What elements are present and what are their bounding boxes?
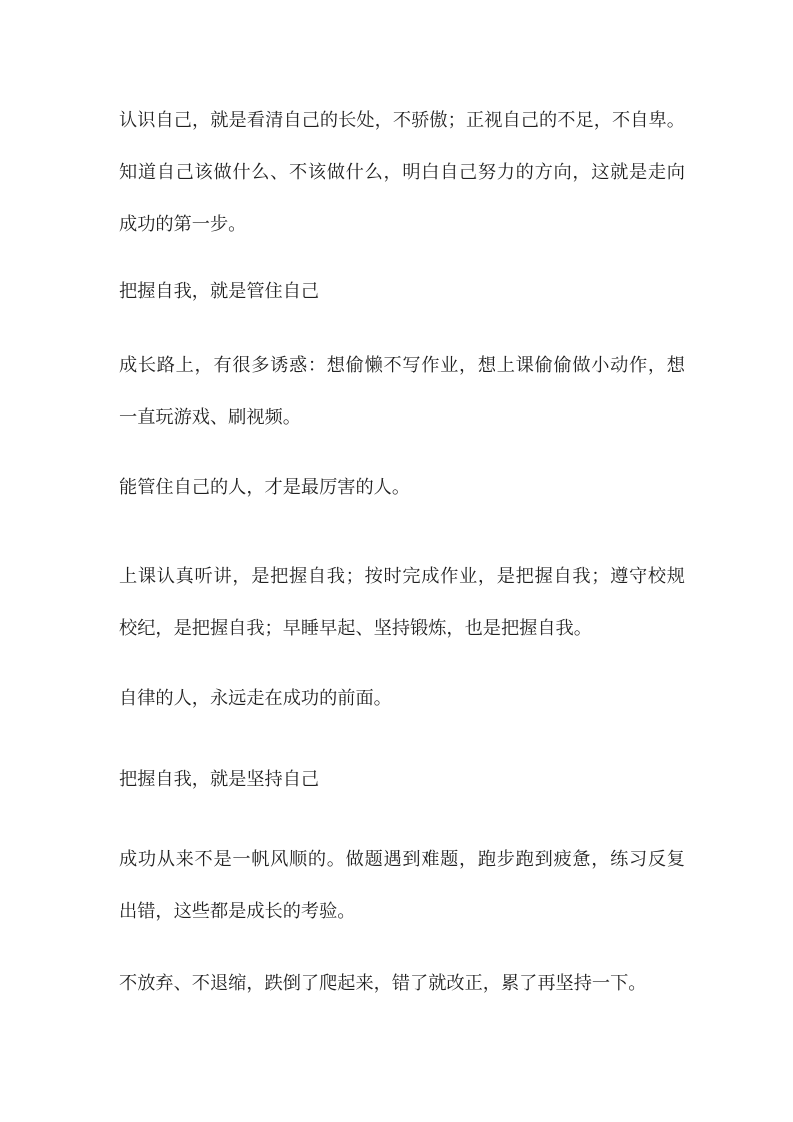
- text-line: 自律的人，永远走在成功的前面。: [119, 688, 392, 708]
- text-line: 成长路上，有很多诱惑：想偷懒不写作业，想上课偷偷做小动作，想: [119, 355, 685, 375]
- page-content: [119, 94, 685, 1009]
- text-line: 一直玩游戏、刷视频。: [119, 407, 301, 427]
- text-line: 不放弃、不退缩，跌倒了爬起来，错了就改正，累了再坚持一下。: [119, 973, 647, 993]
- paragraph: [119, 461, 685, 513]
- text-line: 知道自己该做什么、不该做什么，明白自己努力的方向，这就是走向: [119, 162, 685, 182]
- text-line: 能管住自己的人，才是最厉害的人。: [119, 477, 411, 497]
- paragraph: [119, 94, 685, 250]
- text-line: 成功的第一步。: [119, 214, 247, 234]
- text-line: 上课认真听讲，是把握自我；按时完成作业，是把握自我；遵守校规: [119, 566, 685, 586]
- paragraph: [119, 833, 685, 937]
- text-line: 把握自我，就是坚持自己: [119, 769, 320, 789]
- paragraph: [119, 753, 685, 805]
- text-line: 出错，这些都是成长的考验。: [119, 901, 356, 921]
- text-line: 校纪，是把握自我；早睡早起、坚持锻炼，也是把握自我。: [119, 618, 592, 638]
- text-line: 成功从来不是一帆风顺的。做题遇到难题，跑步跑到疲惫，练习反复: [119, 849, 685, 869]
- paragraph: [119, 339, 685, 443]
- paragraph: [119, 672, 685, 724]
- text-line: 把握自我，就是管住自己: [119, 281, 320, 301]
- text-line: 认识自己，就是看清自己的长处，不骄傲；正视自己的不足，不自卑。: [119, 110, 685, 130]
- paragraph: [119, 550, 685, 654]
- paragraph: [119, 265, 685, 317]
- paragraph: [119, 957, 685, 1009]
